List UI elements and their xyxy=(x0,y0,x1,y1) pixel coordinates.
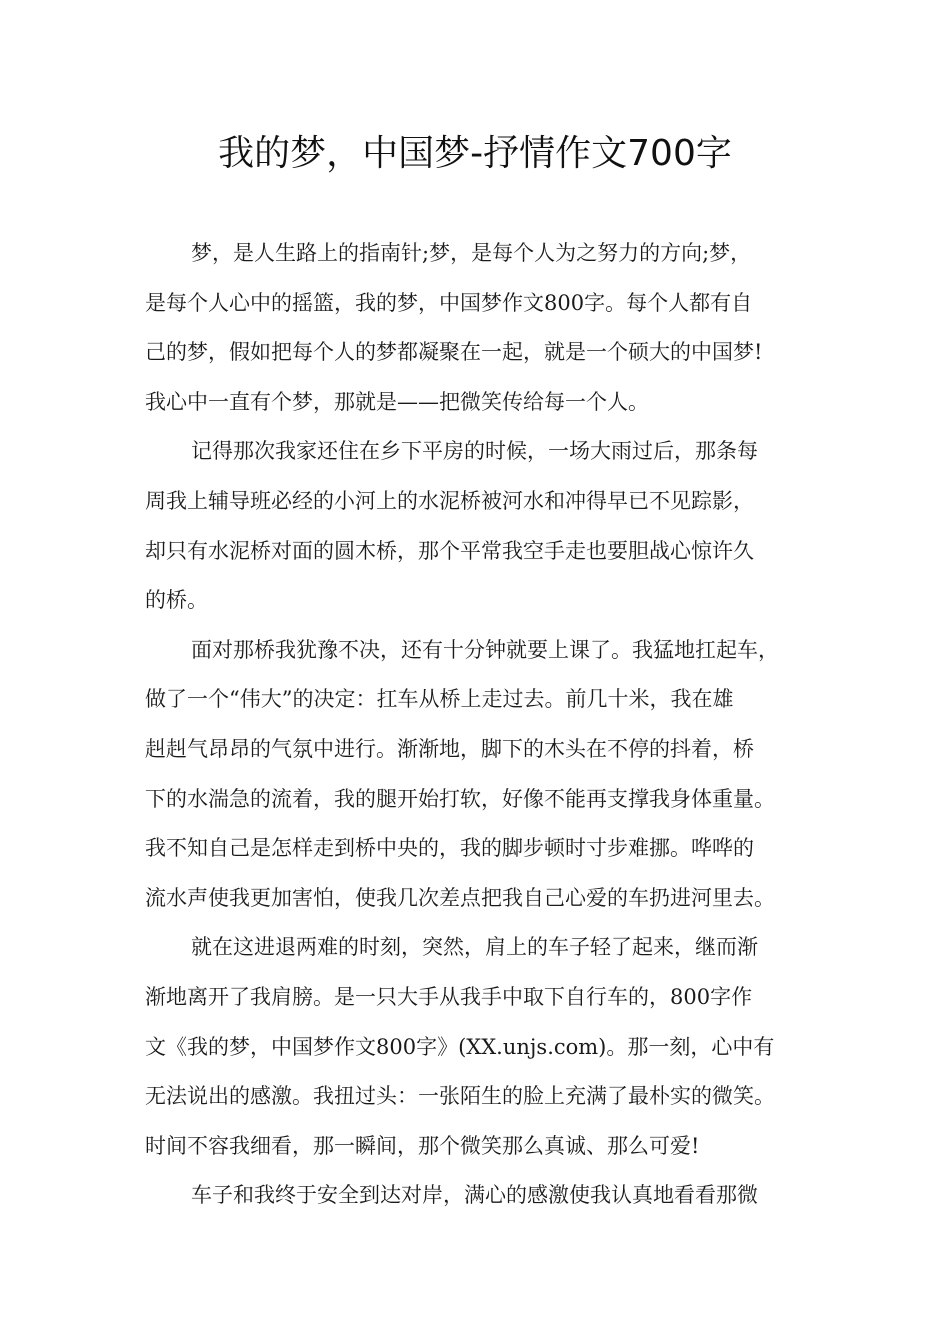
text-line: 却只有水泥桥对面的圆木桥，那个平常我空手走也要胆战心惊许久 xyxy=(145,538,754,563)
document-title: 我的梦，中国梦-抒情作文700字 xyxy=(218,133,732,174)
text-line: 无法说出的感激。我扭过头：一张陌生的脸上充满了最朴实的微笑。 xyxy=(145,1084,775,1109)
text-line: 面对那桥我犹豫不决，还有十分钟就要上课了。我猛地扛起车， xyxy=(191,637,779,662)
text-line: 流水声使我更加害怕，使我几次差点把我自己心爱的车扔进河里去。 xyxy=(145,885,775,910)
text-line: 渐地离开了我肩膀。是一只大手从我手中取下自行车的，800字作 xyxy=(145,984,753,1009)
text-line: 车子和我终于安全到达对岸，满心的感激使我认真地看看那微 xyxy=(191,1183,758,1208)
text-line: 就在这进退两难的时刻，突然，肩上的车子轻了起来，继而渐 xyxy=(191,935,758,960)
text-line: 文《我的梦，中国梦作文800字》(XX.unjs.com)。那一刻，心中有 xyxy=(145,1034,775,1059)
text-line: 己的梦，假如把每个人的梦都凝聚在一起，就是一个硕大的中国梦! xyxy=(145,340,763,365)
document-body xyxy=(145,229,825,1221)
text-line: 下的水湍急的流着，我的腿开始打软，好像不能再支撑我身体重量。 xyxy=(145,786,775,811)
text-line: 做了一个“伟大”的决定：扛车从桥上走过去。前几十米，我在雄 xyxy=(145,687,734,712)
text-line: 我心中一直有个梦，那就是——把微笑传给每一个人。 xyxy=(145,389,649,414)
text-line: 梦，是人生路上的指南针;梦，是每个人为之努力的方向;梦， xyxy=(191,241,752,265)
text-line: 时间不容我细看，那一瞬间，那个微笑那么真诚、那么可爱! xyxy=(145,1133,700,1158)
text-line: 赳赳气昂昂的气氛中进行。渐渐地，脚下的木头在不停的抖着，桥 xyxy=(145,736,754,761)
text-line: 我不知自己是怎样走到桥中央的，我的脚步顿时寸步难挪。哗哗的 xyxy=(145,836,754,861)
text-line: 记得那次我家还住在乡下平房的时候，一场大雨过后，那条每 xyxy=(191,439,758,464)
text-line: 周我上辅导班必经的小河上的水泥桥被河水和冲得早已不见踪影， xyxy=(145,488,754,513)
text-line: 的桥。 xyxy=(145,588,208,613)
text-line: 是每个人心中的摇篮，我的梦，中国梦作文800字。每个人都有自 xyxy=(145,290,753,315)
